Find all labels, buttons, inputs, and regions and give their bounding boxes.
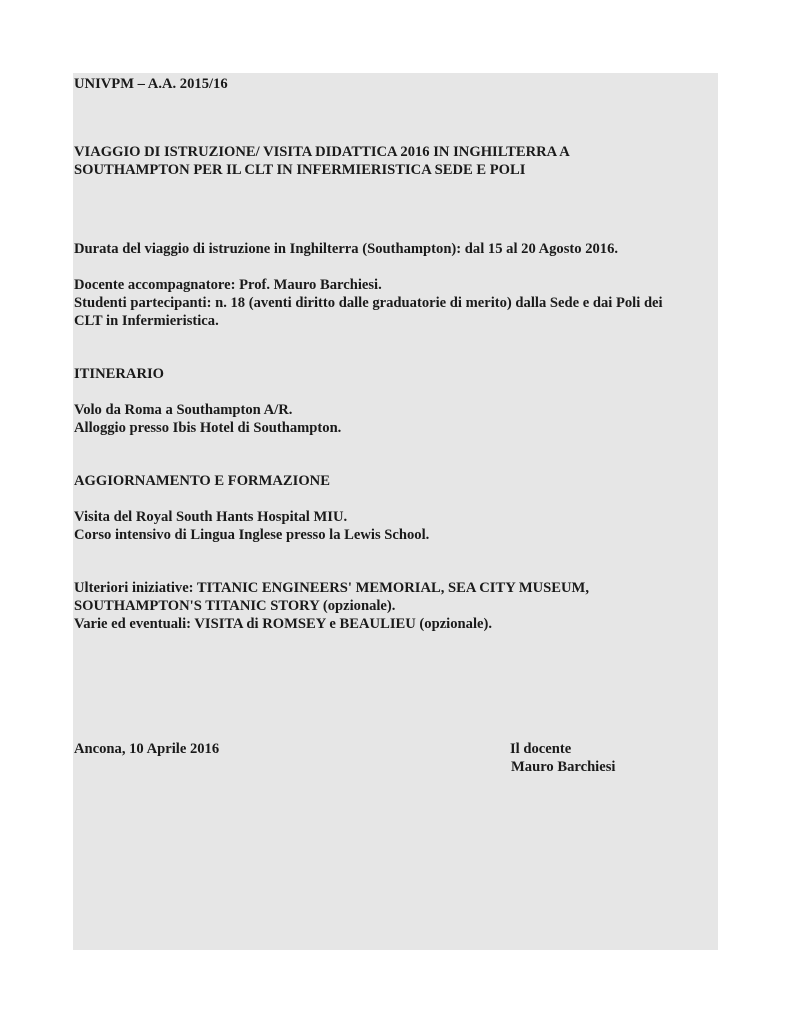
- trip-duration: Durata del viaggio di istruzione in Inghilterra (Southampton): dal 15 al 20 Agosto 2016.: [74, 241, 619, 257]
- training-hospital-visit: Visita del Royal South Hants Hospital MIU.: [74, 509, 348, 525]
- extra-initiatives-line-2: SOUTHAMPTON'S TITANIC STORY (opzionale).: [74, 598, 396, 614]
- institution-header: UNIVPM – A.A. 2015/16: [74, 76, 228, 92]
- accompanying-teacher: Docente accompagnatore: Prof. Mauro Barchiesi.: [74, 277, 382, 293]
- extra-initiatives-line-3: Varie ed eventuali: VISITA di ROMSEY e BEAULIEU (opzionale).: [74, 616, 492, 632]
- training-english-course: Corso intensivo di Lingua Inglese presso la Lewis School.: [74, 527, 430, 543]
- extra-initiatives-line-1: Ulteriori iniziative: TITANIC ENGINEERS' MEMORIAL, SEA CITY MUSEUM,: [74, 580, 589, 596]
- participating-students-line-2: CLT in Infermieristica.: [74, 313, 219, 329]
- document-title-line-1: VIAGGIO DI ISTRUZIONE/ VISITA DIDATTICA 2016 IN INGHILTERRA A: [74, 144, 570, 160]
- training-heading: AGGIORNAMENTO E FORMAZIONE: [74, 473, 330, 489]
- itinerary-lodging: Alloggio presso Ibis Hotel di Southampton.: [74, 420, 342, 436]
- itinerary-flight: Volo da Roma a Southampton A/R.: [74, 402, 293, 418]
- participating-students-line-1: Studenti partecipanti: n. 18 (aventi diritto dalle graduatorie di merito) dalla Sede e dai Poli dei: [74, 295, 663, 311]
- place-and-date: Ancona, 10 Aprile 2016: [74, 741, 220, 757]
- signature-name: Mauro Barchiesi: [511, 759, 616, 775]
- signature-role: Il docente: [510, 741, 572, 757]
- itinerary-heading: ITINERARIO: [74, 366, 165, 382]
- document-title-line-2: SOUTHAMPTON PER IL CLT IN INFERMIERISTICA SEDE E POLI: [74, 162, 526, 178]
